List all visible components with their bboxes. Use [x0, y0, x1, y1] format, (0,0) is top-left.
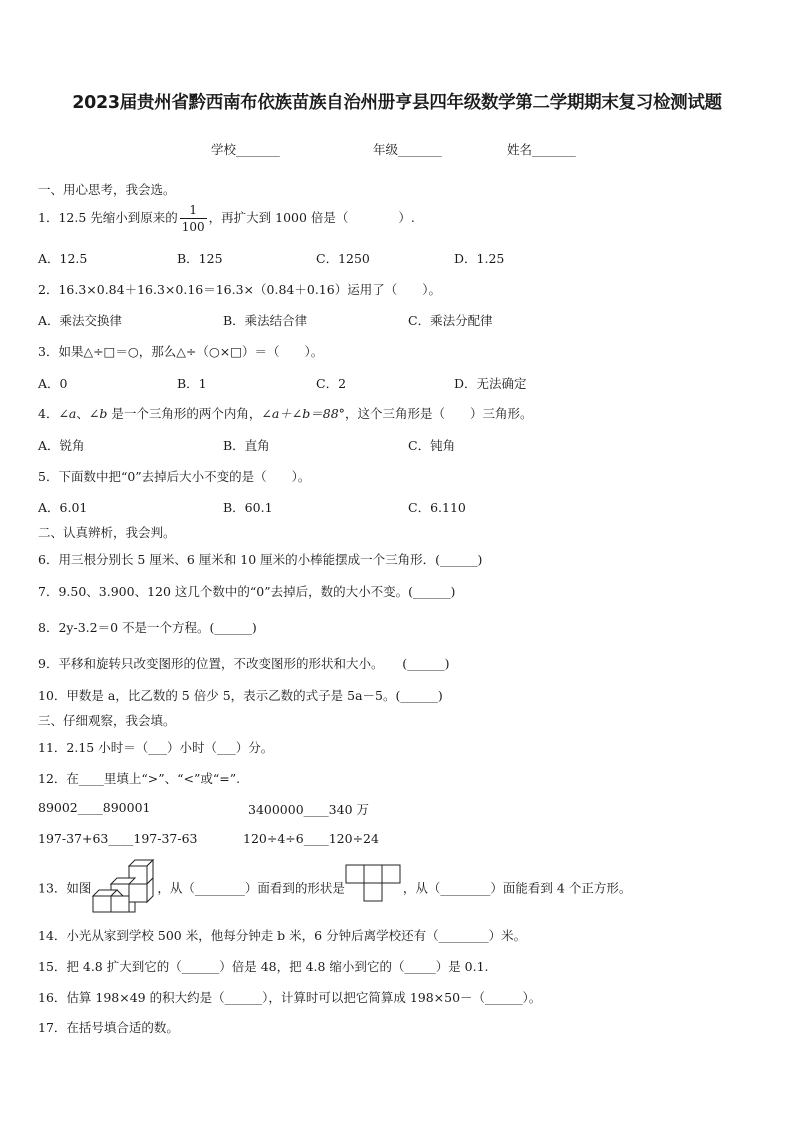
question-13: [38, 858, 631, 917]
section-2-heading: 二、认真辨析，我会判。: [38, 525, 176, 540]
cube-stack-figure: [91, 858, 157, 917]
q2-option-a[interactable]: A．乘法交换律: [38, 313, 123, 328]
question-17: 17．在括号填合适的数。: [38, 1020, 179, 1035]
q1-option-c[interactable]: C．1250: [316, 251, 370, 266]
q4-option-a[interactable]: A．锐角: [38, 438, 85, 453]
q1-option-d[interactable]: D．1.25: [454, 251, 505, 266]
name-field[interactable]: 姓名_______: [507, 142, 576, 157]
q1-option-b[interactable]: B．125: [177, 251, 223, 266]
q1-fraction-denominator: 100: [181, 220, 205, 234]
question-14: 14．小光从家到学校 500 米，他每分钟走 b 米，6 分钟后离学校还有（________）米。: [38, 928, 527, 943]
q3-option-c[interactable]: C．2: [316, 376, 347, 391]
q1-fraction: [180, 204, 207, 233]
question-6: 6．用三根分别长 5 厘米、6 厘米和 10 厘米的小棒能摆成一个三角形．(______): [38, 552, 483, 567]
grade-field[interactable]: 年级_______: [373, 142, 442, 157]
q4-text-post: ，这个三角形是（ ）三角形。: [344, 406, 533, 421]
question-11: 11．2.15 小时＝（___）小时（___）分。: [38, 740, 274, 755]
q3-option-b[interactable]: B．1: [177, 376, 207, 391]
q4-text-mid: 是一个三角形的两个内角，: [107, 406, 262, 421]
q5-option-b[interactable]: B．60.1: [223, 500, 273, 515]
q4-expression: ∠a＋∠b＝88°: [261, 406, 345, 421]
q13-text-pre: 13．如图: [38, 880, 92, 896]
question-15: 15．把 4.8 扩大到它的（______）倍是 48，把 4.8 缩小到它的（_____）是 0.1.: [38, 959, 489, 974]
section-3-heading: 三、仔细观察，我会填。: [38, 713, 176, 728]
question-16: 16．估算 198×49 的积大约是（______），计算时可以把它简算成 198×50－（______）。: [38, 990, 542, 1005]
q12-compare-a: 89002____890001: [38, 800, 151, 815]
question-10: 10．甲数是 a，比乙数的 5 倍少 5，表示乙数的式子是 5a－5。(______): [38, 688, 443, 703]
q12-compare-b: 3400000____340 万: [248, 802, 370, 817]
q2-option-b[interactable]: B．乘法结合律: [223, 313, 308, 328]
q4-angle-a: ∠a: [58, 406, 77, 421]
q1-option-a[interactable]: A．12.5: [38, 251, 88, 266]
q4-option-b[interactable]: B．直角: [223, 438, 270, 453]
question-5: 5．下面数中把“0”去掉后大小不变的是（ ）。: [38, 469, 311, 484]
question-4: [38, 404, 532, 422]
q12-compare-c: 197-37+63____197-37-63: [38, 831, 198, 846]
q4-text-pre: 4．: [38, 406, 59, 421]
view-shape-figure: [345, 864, 403, 911]
q1-fraction-numerator: 1: [180, 204, 207, 219]
section-1-heading: 一、用心思考，我会选。: [38, 182, 176, 197]
q3-option-a[interactable]: A．0: [38, 376, 68, 391]
q3-option-d[interactable]: D．无法确定: [454, 376, 527, 391]
question-2: 2．16.3×0.84＋16.3×0.16＝16.3×（0.84＋0.16）运用了（ ）。: [38, 282, 441, 297]
q5-option-a[interactable]: A．6.01: [38, 500, 88, 515]
q2-option-c[interactable]: C．乘法分配律: [408, 313, 493, 328]
q13-text-post: ，从（________）面能看到 4 个正方形。: [402, 880, 632, 896]
q4-separator: 、: [76, 406, 89, 421]
question-9: 9．平移和旋转只改变图形的位置，不改变图形的形状和大小。 (______): [38, 656, 450, 671]
question-7: 7．9.50、3.900、120 这几个数中的“0”去掉后，数的大小不变。(______): [38, 584, 456, 599]
page-title: 2023届贵州省黔西南布依族苗族自治州册亨县四年级数学第二学期期末复习检测试题: [72, 93, 722, 113]
question-12: 12．在____里填上“>”、“<”或“=”.: [38, 771, 241, 786]
q12-compare-d: 120÷4÷6____120÷24: [243, 831, 379, 846]
question-1: [38, 204, 415, 233]
q13-text-mid: ，从（________）面看到的形状是: [157, 880, 345, 896]
question-8: 8．2y-3.2＝0 不是一个方程。(______): [38, 620, 257, 635]
school-field[interactable]: 学校_______: [211, 142, 280, 157]
question-3: 3．如果△÷□＝○，那么△÷（○×□）＝（ ）。: [38, 344, 324, 359]
q1-text-post: ，再扩大到 1000 倍是（ ）.: [208, 210, 415, 225]
q4-angle-b: ∠b: [88, 406, 108, 421]
q4-option-c[interactable]: C．钝角: [408, 438, 456, 453]
q1-text-pre: 1．12.5 先缩小到原来的: [38, 210, 178, 225]
q5-option-c[interactable]: C．6.110: [408, 500, 466, 515]
